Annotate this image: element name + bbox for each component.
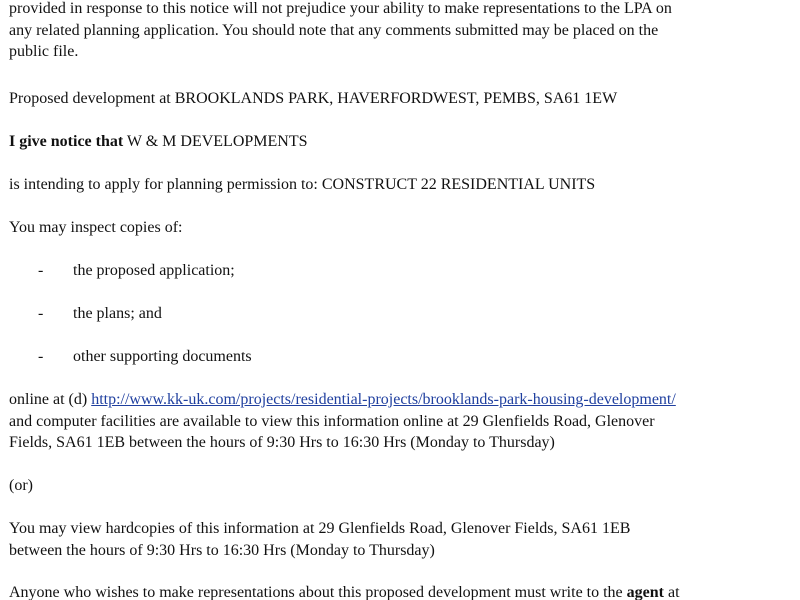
representations-line: [9, 582, 790, 600]
notice-bold-prefix: I give notice that: [9, 133, 124, 150]
intending-line: is intending to apply for planning permission to: CONSTRUCT 22 RESIDENTIAL UNITS: [9, 176, 596, 193]
intro-line-2: any related planning application. You should note that any comments submitted may be placed on the: [9, 21, 659, 39]
or-line: (or): [9, 477, 33, 494]
intro-line-3: public file.: [9, 43, 79, 60]
applicant-name: W & M DEVELOPMENTS: [123, 133, 308, 150]
hardcopies-line-2: between the hours of 9:30 Hrs to 16:30 Hrs (Monday to Thursday): [9, 541, 435, 559]
hardcopies-line-1: You may view hardcopies of this information at 29 Glenfields Road, Glenover Fields, SA61 1EB: [9, 520, 631, 537]
online-prefix: online at (d): [9, 391, 92, 408]
proposed-development-line: Proposed development at BROOKLANDS PARK, HAVERFORDWEST, PEMBS, SA61 1EW: [9, 90, 618, 107]
bullet-dash: -: [38, 305, 44, 322]
hardcopies-paragraph: [9, 518, 790, 561]
bullet-dash: -: [38, 262, 44, 279]
representations-agent: agent: [626, 584, 664, 600]
online-line-3: Fields, SA61 1EB between the hours of 9:30 Hrs to 16:30 Hrs (Monday to Thursday): [9, 434, 555, 451]
project-url-link[interactable]: http://www.kk-uk.com/projects/residential-projects/brooklands-park-housing-development/: [91, 391, 676, 408]
inspect-intro: You may inspect copies of:: [9, 219, 183, 236]
intro-paragraph: [9, 0, 790, 63]
online-line-2: and computer facilities are available to view this information online at 29 Glenfields Road, Glenover: [9, 412, 655, 430]
online-paragraph: [9, 389, 790, 454]
bullet-text-plans: the plans; and: [73, 305, 162, 322]
intro-line-1: provided in response to this notice will not prejudice your ability to make representations to the LPA on: [9, 0, 672, 17]
bullet-text-supporting-docs: other supporting documents: [73, 348, 252, 365]
online-line-1: [9, 389, 790, 411]
representations-prefix: Anyone who wishes to make representations about this proposed development must write to the: [9, 584, 627, 600]
bullet-text-application: the proposed application;: [73, 262, 235, 279]
bullet-dash: -: [38, 348, 44, 365]
representations-suffix: at: [663, 584, 680, 600]
notice-line: [9, 131, 790, 153]
